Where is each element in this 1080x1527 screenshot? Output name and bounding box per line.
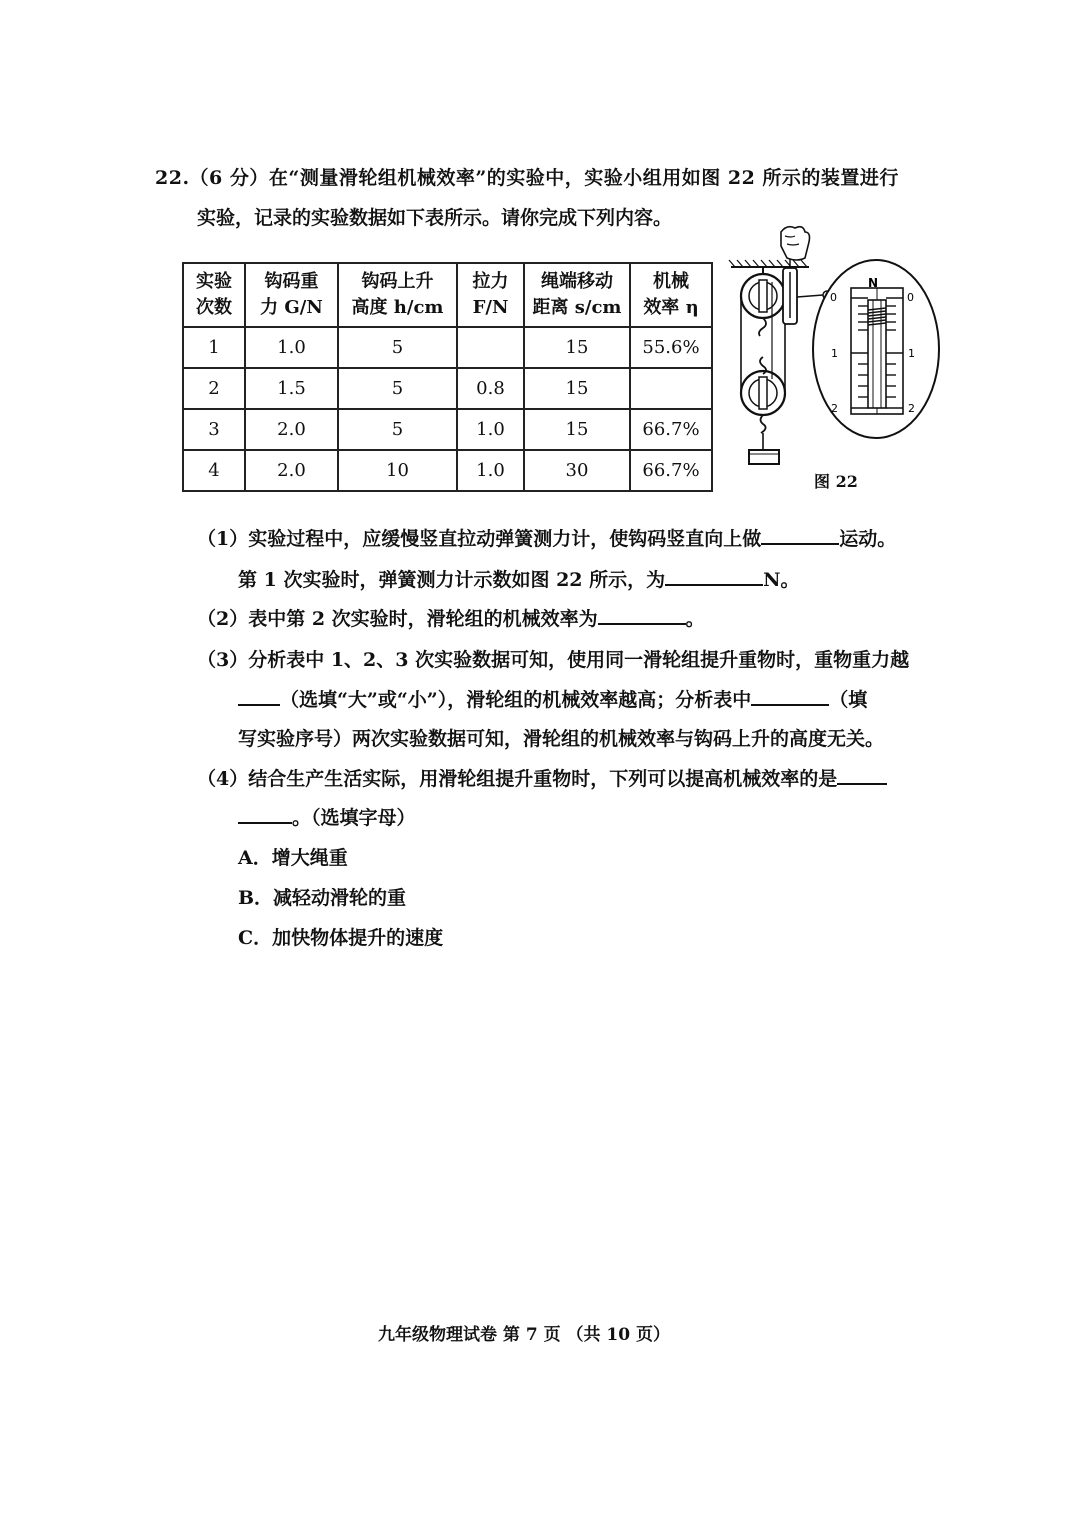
scale-unit-label: N — [868, 276, 879, 290]
table-cell: 10 — [338, 450, 457, 491]
header-trial: 实验 次数 — [183, 263, 245, 327]
table-cell: 66.7% — [630, 450, 712, 491]
table-cell: 15 — [524, 409, 630, 450]
table-cell: 3 — [183, 409, 245, 450]
answer-blank-2[interactable] — [665, 566, 763, 586]
experiment-data-table — [182, 262, 713, 492]
scale-right-0: 0 — [907, 291, 914, 304]
table-cell: 55.6% — [630, 327, 712, 368]
answer-blank-3[interactable] — [598, 605, 686, 625]
figure-caption: 图 22 — [814, 472, 858, 491]
answer-blank-4[interactable] — [238, 686, 280, 706]
scale-left-2: 2 — [831, 402, 838, 415]
table-row — [183, 327, 712, 368]
answer-blank-5[interactable] — [751, 686, 829, 706]
header-distance: 绳端移动 距离 s/cm — [524, 263, 630, 327]
part-3-line-3: 写实验序号）两次实验数据可知，滑轮组的机械效率与钩码上升的高度无关。 — [238, 728, 885, 750]
table-cell: 2 — [183, 368, 245, 409]
table-row — [183, 409, 712, 450]
scale-left-0: 0 — [830, 291, 837, 304]
answer-blank-6a[interactable] — [837, 765, 887, 785]
table-cell: 5 — [338, 327, 457, 368]
table-cell: 0.8 — [457, 368, 524, 409]
header-force: 拉力 F/N — [457, 263, 524, 327]
scale-right-2: 2 — [908, 402, 915, 415]
table-cell: 5 — [338, 368, 457, 409]
table-cell: 2.0 — [245, 409, 338, 450]
header-height: 钩码上升 高度 h/cm — [338, 263, 457, 327]
answer-blank-6b[interactable] — [238, 804, 292, 824]
table-cell: 1.0 — [457, 450, 524, 491]
part-2-line: （2）表中第 2 次实验时，滑轮组的机械效率为 。 — [197, 604, 705, 631]
question-stem-line-2: 实验，记录的实验数据如下表所示。请你完成下列内容。 — [197, 207, 673, 229]
table-cell: 4 — [183, 450, 245, 491]
option-b: B．减轻动滑轮的重 — [238, 887, 407, 909]
table-cell: 30 — [524, 450, 630, 491]
table-cell: 1.5 — [245, 368, 338, 409]
scale-right-1: 1 — [908, 347, 915, 360]
question-stem-line-1: 22.（6 分）在“测量滑轮组机械效率”的实验中，实验小组用如图 22 所示的装置进行 — [155, 167, 899, 189]
page-footer: 九年级物理试卷 第 7 页 （共 10 页） — [378, 1325, 670, 1345]
part-1-line-1: （1）实验过程中，应缓慢竖直拉动弹簧测力计，使钩码竖直向上做 运动。 — [197, 524, 896, 551]
table-cell: 1 — [183, 327, 245, 368]
table-cell: 1.0 — [457, 409, 524, 450]
table-cell: 15 — [524, 368, 630, 409]
answer-blank-1[interactable] — [761, 525, 839, 545]
table-row — [183, 450, 712, 491]
table-header-row — [183, 263, 712, 327]
pulley-figure — [727, 222, 942, 497]
table-cell: 2.0 — [245, 450, 338, 491]
part-4-line-2: 。（选填字母） — [238, 803, 416, 830]
table-row — [183, 368, 712, 409]
table-cell: 5 — [338, 409, 457, 450]
part-3-line-1: （3）分析表中 1、2、3 次实验数据可知，使用同一滑轮组提升重物时，重物重力越 — [197, 649, 910, 671]
table-cell — [457, 327, 524, 368]
table-cell — [630, 368, 712, 409]
part-4-line-1: （4）结合生产生活实际，用滑轮组提升重物时，下列可以提高机械效率的是 — [197, 764, 887, 791]
header-efficiency: 机械 效率 η — [630, 263, 712, 327]
scale-left-1: 1 — [831, 347, 838, 360]
table-cell: 1.0 — [245, 327, 338, 368]
part-3-line-2: （选填“大”或“小”），滑轮组的机械效率越高；分析表中 （填 — [238, 685, 867, 712]
header-weight: 钩码重 力 G/N — [245, 263, 338, 327]
option-a: A．增大绳重 — [238, 847, 348, 869]
table-cell: 15 — [524, 327, 630, 368]
part-1-line-2: 第 1 次实验时，弹簧测力计示数如图 22 所示，为 N。 — [238, 565, 800, 592]
table-cell: 66.7% — [630, 409, 712, 450]
option-c: C．加快物体提升的速度 — [238, 927, 444, 949]
